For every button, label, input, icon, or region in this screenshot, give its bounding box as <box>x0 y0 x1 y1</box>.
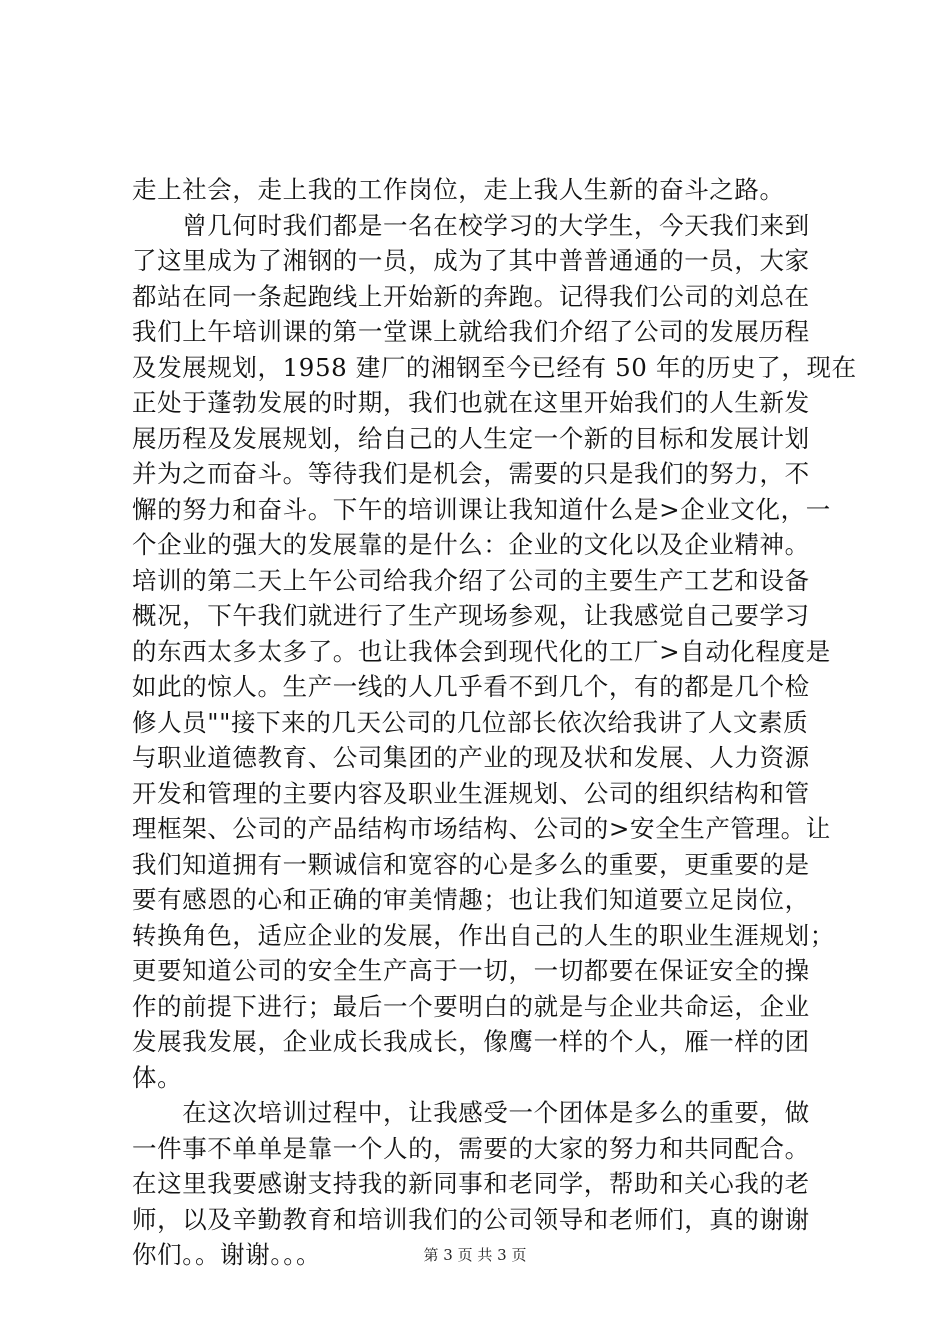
text-line: 在这次培训过程中，让我感受一个团体是多么的重要，做 <box>132 1098 810 1127</box>
text-line: 个企业的强大的发展靠的是什么：企业的文化以及企业精神。 <box>132 530 810 559</box>
text-line: 作的前提下进行；最后一个要明白的就是与企业共命运，企业 <box>132 991 810 1021</box>
text-line: 如此的惊人。生产一线的人几乎看不到几个，有的都是几个检 <box>132 672 810 701</box>
text-line: 与职业道德教育、公司集团的产业的现及状和发展、人力资源 <box>132 743 810 772</box>
text-line: 理框架、公司的产品结构市场结构、公司的>安全生产管理。让 <box>132 814 831 843</box>
text-line: 在这里我要感谢支持我的新同事和老同学，帮助和关心我的老 <box>132 1169 810 1198</box>
text-line: 的东西太多太多了。也让我体会到现代化的工厂>自动化程度是 <box>132 636 831 666</box>
text-line: 走上社会，走上我的工作岗位，走上我人生新的奋斗之路。 <box>132 175 785 204</box>
text-line: 更要知道公司的安全生产高于一切，一切都要在保证安全的操 <box>132 956 810 985</box>
text-line: 发展我发展，企业成长我成长，像鹰一样的个人，雁一样的团 <box>132 1027 810 1056</box>
text-line: 转换角色，适应企业的发展，作出自己的人生的职业生涯规划； <box>132 920 835 950</box>
text-line: 我们上午培训课的第一堂课上就给我们介绍了公司的发展历程 <box>132 317 810 346</box>
text-line: 我们知道拥有一颗诚信和宽容的心是多么的重要，更重要的是 <box>132 849 810 879</box>
text-line: 都站在同一条起跑线上开始新的奔跑。记得我们公司的刘总在 <box>132 281 810 311</box>
text-line: 师，以及辛勤教育和培训我们的公司领导和老师们，真的谢谢 <box>132 1204 810 1234</box>
text-line: 体。 <box>132 1062 183 1092</box>
text-line: 要有感恩的心和正确的审美情趣；也让我们知道要立足岗位， <box>132 885 810 914</box>
text-line: 一件事不单单是靠一个人的，需要的大家的努力和共同配合。 <box>132 1133 810 1163</box>
text-line: 正处于蓬勃发展的时期，我们也就在这里开始我们的人生新发 <box>132 388 810 417</box>
text-line: 培训的第二天上午公司给我介绍了公司的主要生产工艺和设备 <box>132 565 810 595</box>
text-line: 懈的努力和奋斗。下午的培训课让我知道什么是>企业文化，一 <box>132 494 831 524</box>
page-number-footer: 第 3 页 共 3 页 <box>423 1246 527 1264</box>
text-line: 概况，下午我们就进行了生产现场参观，让我感觉自己要学习 <box>132 601 810 630</box>
text-line: 展历程及发展规划，给自己的人生定一个新的目标和发展计划 <box>132 423 810 453</box>
text-line: 并为之而奋斗。等待我们是机会，需要的只是我们的努力，不 <box>132 459 810 488</box>
document-body <box>132 172 857 1273</box>
text-line: 开发和管理的主要内容及职业生涯规划、公司的组织结构和管 <box>132 778 810 808</box>
text-line: 修人员""接下来的几天公司的几位部长依次给我讲了人文素质 <box>132 707 809 737</box>
text-line: 曾几何时我们都是一名在校学习的大学生，今天我们来到 <box>132 210 810 240</box>
text-line: 及发展规划，1958 建厂的湘钢至今已经有 50 年的历史了，现在 <box>132 352 857 382</box>
text-line: 了这里成为了湘钢的一员，成为了其中普普通通的一员，大家 <box>132 246 810 275</box>
text-line: 你们。。谢谢。。。 <box>132 1240 322 1269</box>
